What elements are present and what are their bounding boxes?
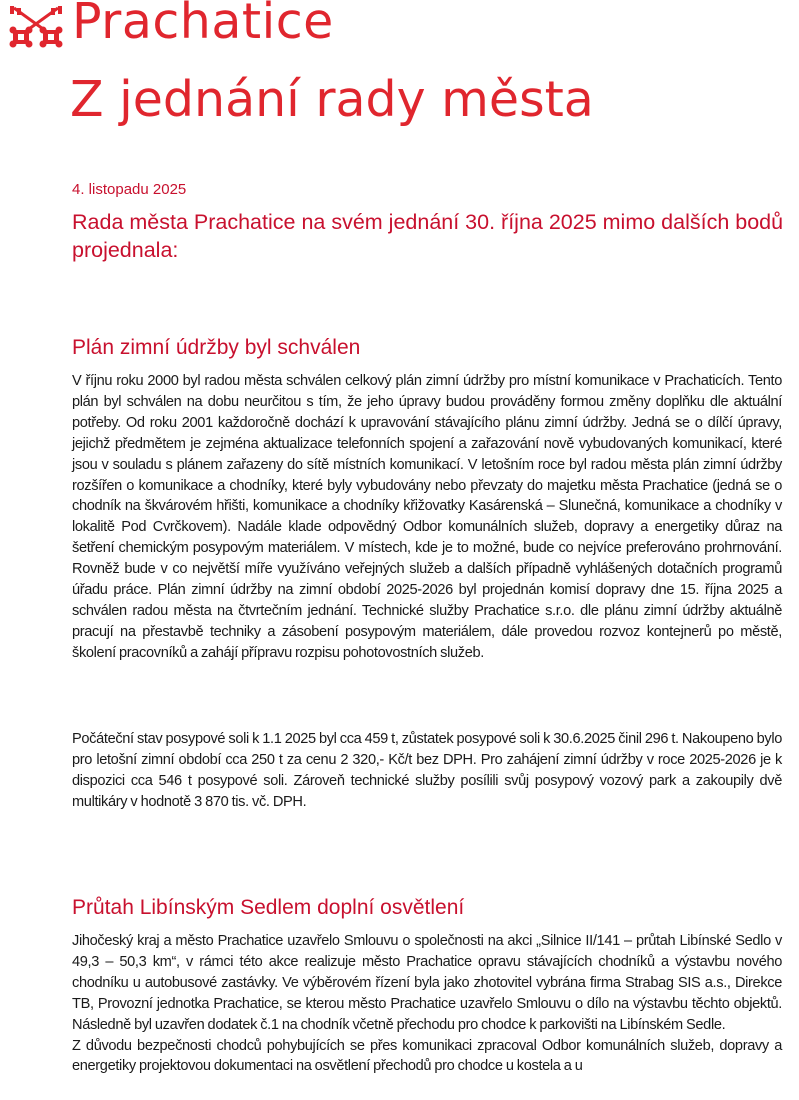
section-body-salt-stock [72, 729, 782, 813]
paragraph: Z důvodu bezpečnosti chodců pohybujících se přes komunikaci zpracoval Odbor komunálních služeb, dopravy a energetiky projektovou dokumentaci na osvětlení přechodů pro chodce u kostela a u [72, 1037, 782, 1075]
paragraph: Jihočeský kraj a město Prachatice uzavřelo Smlouvu o společnosti na akci „Silnice II/141 – průtah Libínské Sedlo v 49,3 – 50,3 km“, v rámci této akce realizuje město Prachatice opravu stávajících chodníků a výstavbu nového chodníku u autobusové zastávky. Ve výběrovém řízení byla jako zhotovitel vybrána firma Strabag SIS a.s., Direkce TB, Provozní jednotka Prachatice, se kterou město Prachatice uzavřelo Smlouvu o dílo na výstavbu těchto objektů. Následně byl uzavřen dodatek č.1 na chodník včetně přechodu pro chodce k parkovišti na Libínském Sedle. [72, 933, 782, 1033]
section-body-winter-maintenance [72, 371, 782, 664]
article-lead: Rada města Prachatice na svém jednání 30. října 2025 mimo dalších bodů projednala: [72, 210, 784, 262]
crossed-keys-icon [8, 4, 64, 48]
section-body-lighting [72, 931, 782, 1077]
section-heading-winter-maintenance: Plán zimní údržby byl schválen [72, 336, 361, 359]
page-title: Z jednání rady města [70, 71, 594, 128]
article-date: 4. listopadu 2025 [72, 181, 187, 198]
paragraph: V říjnu roku 2000 byl radou města schválen celkový plán zimní údržby pro místní komunikace v Prachaticích. Tento plán byl schválen na dobu neurčitou s tím, že jeho úpravy budou prováděny formou změny doplňku dle aktuální potřeby. Od roku 2001 každoročně dochází k upravování stávajícího plánu zimní údržby. Jedná se o dílčí úpravy, jejichž předmětem je zejména aktualizace telefonních spojení a zařazování nově vybudovaných komunikací, které jsou v souladu s plánem zařazeny do sítě místních komunikací. V letošním roce byl radou města plán zimní údržby rozšířen o komunikace a chodníky, které byly vybudovány nebo převzaty do majetku města Prachatice (jedná se o chodník na škvárovém hřišti, komunikace a chodníky křižovatky Kasárenská – Slunečná, komunikace a chodníky v lokalitě Pod Cvrčkovem). Nadále klade odpovědný Odbor komunálních služeb, dopravy a energetiky důraz na šetření chemickým posypovým materiálem. V místech, kde je to možné, bude co nejvíce preferováno prohrnování. Rovněž bude v co největší míře využíváno veřejných služeb a dalších případně vyhlášených dotačních programů úřadu práce. Plán zimní údržby na zimní období 2025-2026 byl projednán komisí dopravy dne 15. října 2025 a schválen radou města na čtvrtečním jednání. Technické služby Prachatice s.r.o. dle plánu zimní údržby aktuálně pracují na přestavbě techniky a zásobení posypovým materiálem, dále provedou rozvoz kontejnerů po městě, školení pracovníků a zahájí přípravu rozpisu pohotovostních služeb. [72, 373, 782, 661]
section-heading-lighting: Průtah Libínským Sedlem doplní osvětlení [72, 896, 465, 919]
brand-name: Prachatice [72, 0, 334, 50]
paragraph: Počáteční stav posypové soli k 1.1 2025 byl cca 459 t, zůstatek posypové soli k 30.6.2025 činil 296 t. Nakoupeno bylo pro letošní zimní období cca 250 t za cenu 2 320,- Kč/t bez DPH. Pro zahájení zimní údržby v roce 2025-2026 je k dispozici cca 546 t posypové soli. Zároveň technické služby posílili svůj posypový vozový park a zakoupily dvě multikáry v hodnotě 3 870 tis. vč. DPH. [72, 731, 783, 810]
